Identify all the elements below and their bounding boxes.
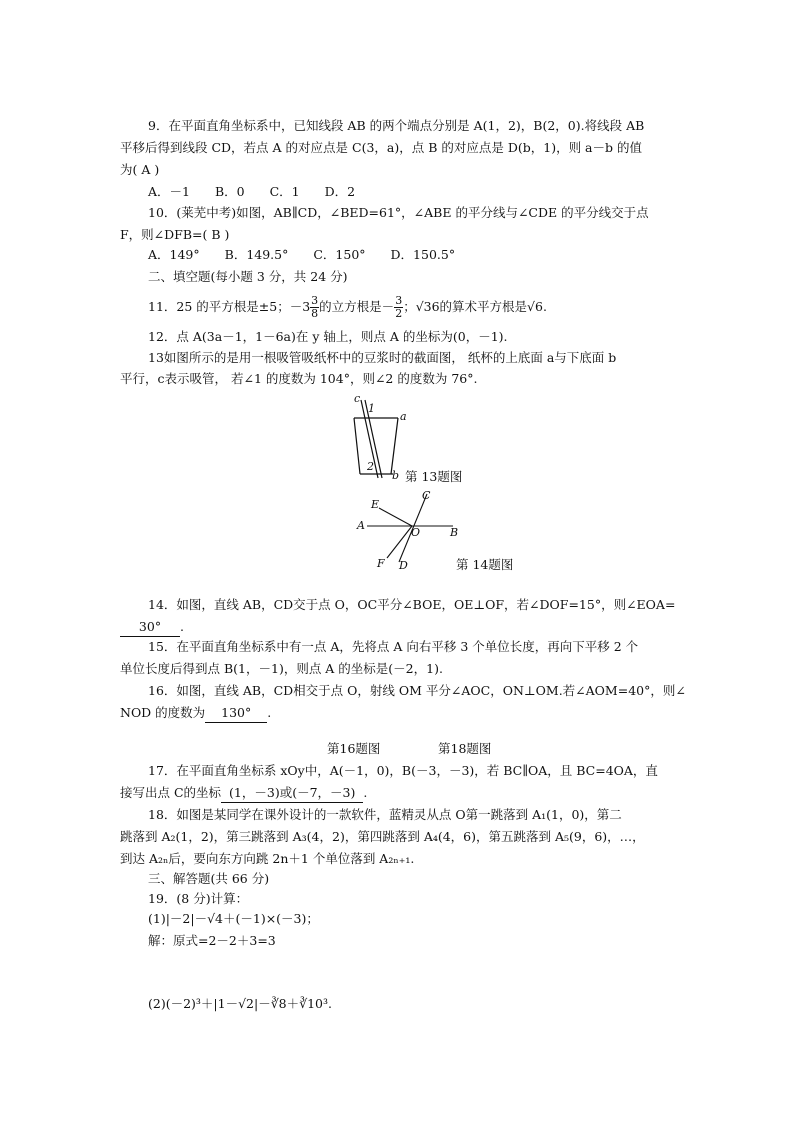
ray-OF bbox=[387, 526, 412, 558]
q16-answer: 130° bbox=[205, 704, 267, 723]
q11-fraction-2: $\frac{3}{2}$ bbox=[395, 294, 403, 320]
q15-line2: 单位长度后得到点 B(1，－1)，则点 A 的坐标是(－2，1). bbox=[120, 661, 443, 676]
label-c: c bbox=[354, 392, 361, 405]
q14-line1: 14．如图，直线 AB，CD交于点 O，OC平分∠BOE，OE⊥OF，若∠DOF=15°，则∠EOA= bbox=[148, 597, 676, 612]
section-2-heading: 二、填空题(每小题 3 分，共 24 分) bbox=[148, 269, 348, 284]
q12: 12．点 A(3a－1，1－6a)在 y 轴上，则点 A 的坐标为(0，－1). bbox=[148, 329, 508, 344]
q17-line2: 接写出点 C的坐标 (1，－3)或(－7，－3) . bbox=[120, 784, 367, 803]
q13-line1: 13如图所示的是用一根吸管吸纸杯中的豆浆时的截面图， 纸杯的上底面 a与下底面 b bbox=[148, 350, 617, 365]
section-3-heading: 三、解答题(共 66 分) bbox=[148, 871, 270, 886]
q19-title: 19．(8 分)计算： bbox=[148, 891, 249, 906]
label-A: A bbox=[357, 519, 365, 532]
q19-part1: (1)|－2|－√4＋(－1)×(－3)； bbox=[148, 911, 319, 926]
q14-line2: 30° . bbox=[120, 618, 184, 637]
label-B: B bbox=[450, 526, 459, 539]
ray-OE bbox=[379, 508, 412, 526]
q10-options: A．149° B．149.5° C．150° D．150.5° bbox=[148, 247, 456, 262]
q14-answer: 30° bbox=[120, 618, 180, 637]
label-angle-2: 2 bbox=[367, 460, 374, 473]
figure-14-lines bbox=[355, 488, 465, 574]
label-angle-1: 1 bbox=[368, 402, 375, 415]
q9-options: A．－1 B．0 C．1 D．2 bbox=[148, 184, 356, 199]
q10-line2: F，则∠DFB=( B ) bbox=[120, 227, 230, 242]
label-O: O bbox=[411, 526, 421, 539]
q13-line2: 平行，c表示吸管， 若∠1 的度数为 104°，则∠2 的度数为 76°. bbox=[120, 371, 478, 386]
label-a: a bbox=[400, 410, 407, 423]
q11-part-c: ；√36的算术平方根是√6. bbox=[403, 299, 547, 314]
q18-line1: 18．如图是某同学在课外设计的一款软件，蓝精灵从点 O第一跳落到 A₁(1，0)，第二 bbox=[148, 807, 622, 822]
label-C: C bbox=[422, 489, 431, 502]
q9-line1: 9．在平面直角坐标系中，已知线段 AB 的两个端点分别是 A(1，2)，B(2，0).将线段 AB bbox=[148, 118, 645, 133]
q11-part-a: 11．25 的平方根是±5；－3 bbox=[148, 299, 311, 314]
q19-solution: 解：原式=2－2＋3=3 bbox=[148, 933, 276, 948]
q15-line1: 15．在平面直角坐标系中有一点 A，先将点 A 向右平移 3 个单位长度，再向下平移 2 个 bbox=[148, 639, 639, 654]
q9-line3: 为( A ) bbox=[120, 162, 160, 177]
q18-line2: 跳落到 A₂(1，2)，第三跳落到 A₃(4，2)，第四跳落到 A₄(4，6)，第五跳落到 A₅(9，6)，…， bbox=[120, 829, 645, 844]
q17-answer: (1，－3)或(－7，－3) bbox=[221, 784, 363, 803]
label-F: F bbox=[377, 557, 385, 570]
q11-part-b: 的立方根是－ bbox=[319, 299, 395, 314]
q11-fraction-1: $\frac{3}{8}$ bbox=[311, 294, 319, 320]
q10-line1: 10．(莱芜中考)如图，AB∥CD，∠BED=61°，∠ABE 的平分线与∠CDE 的平分线交于点 bbox=[148, 205, 649, 220]
figure-16-caption: 第16题图 bbox=[327, 741, 381, 756]
q18-line3: 到达 A₂ₙ后，要向东方向跳 2n＋1 个单位落到 A₂ₙ₊₁. bbox=[120, 851, 415, 866]
q16-line2: NOD 的度数为 130° . bbox=[120, 704, 271, 723]
q19-part2: (2)(－2)³＋|1－√2|－∛8＋∛10³. bbox=[148, 996, 332, 1011]
figure-14-caption: 第 14题图 bbox=[456, 557, 514, 572]
q17-line1: 17．在平面直角坐标系 xOy中，A(－1，0)，B(－3，－3)，若 BC∥OA，且 BC=4OA，直 bbox=[148, 763, 658, 778]
figure-18-caption: 第18题图 bbox=[438, 741, 492, 756]
q9-line2: 平移后得到线段 CD，若点 A 的对应点是 C(3，a)，点 B 的对应点是 D(b，1)，则 a－b 的值 bbox=[120, 140, 642, 155]
label-E: E bbox=[371, 498, 380, 511]
label-D: D bbox=[399, 559, 408, 572]
figure-13-caption: 第 13题图 bbox=[405, 469, 463, 484]
q16-line1: 16．如图，直线 AB，CD相交于点 O，射线 OM 平分∠AOC，ON⊥OM.若∠AOM=40°，则∠ bbox=[148, 683, 686, 698]
q11 bbox=[148, 292, 547, 322]
label-b: b bbox=[392, 469, 400, 482]
